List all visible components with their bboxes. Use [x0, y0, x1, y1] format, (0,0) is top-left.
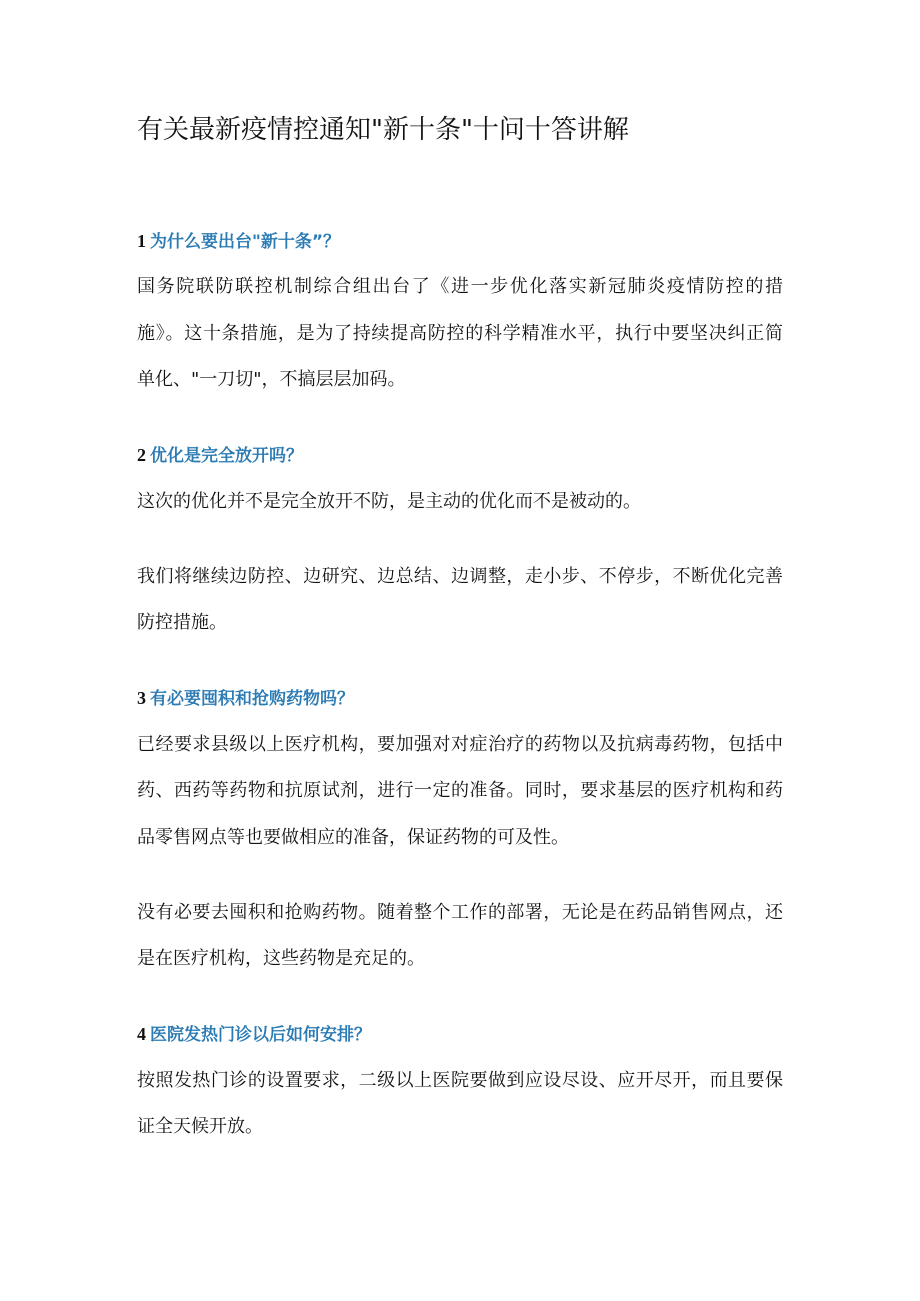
qa-section-2 [137, 432, 783, 647]
answer-paragraph [137, 890, 783, 983]
text-line: 是在医疗机构，这些药物是充足的。 [137, 948, 425, 970]
answer-paragraph [137, 722, 783, 862]
article [137, 110, 783, 1179]
text-line: 施》。这十条措施，是为了持续提高防控的科学精准水平，执行中要坚决纠正简 [137, 322, 783, 344]
question-number: 1 [137, 230, 146, 251]
text-line: 证全天候开放。 [137, 1116, 263, 1138]
answer-paragraph [137, 554, 783, 647]
text-line: 防控措施。 [137, 612, 227, 634]
question-heading [137, 218, 783, 265]
page-title: 有关最新疫情控通知"新十条"十问十答讲解 [137, 115, 629, 145]
text-line: 按照发热门诊的设置要求，二级以上医院要做到应设尽设、应开尽开，而且要保 [137, 1069, 783, 1091]
qa-section-1 [137, 218, 783, 404]
text-line: 已经要求县级以上医疗机构，要加强对对症治疗的药物以及抗病毒药物，包括中 [137, 733, 783, 755]
question-text: 有必要囤积和抢购药物吗？ [150, 689, 354, 710]
qa-section-3 [137, 675, 783, 983]
text-line: 这次的优化并不是完全放开不防，是主动的优化而不是被动的。 [137, 490, 641, 512]
question-number: 3 [137, 688, 146, 709]
question-text: 优化是完全放开吗？ [150, 446, 303, 467]
text-line: 药、西药等药物和抗原试剂，进行一定的准备。同时，要求基层的医疗机构和药 [137, 780, 783, 802]
question-heading [137, 432, 783, 479]
question-number: 4 [137, 1024, 146, 1045]
answer-paragraph [137, 1058, 783, 1151]
question-text: 医院发热门诊以后如何安排？ [150, 1025, 371, 1046]
question-heading [137, 675, 783, 722]
qa-section-4 [137, 1011, 783, 1151]
question-text: 为什么要出台"新十条”？ [150, 231, 341, 252]
text-line: 品零售网点等也要做相应的准备，保证药物的可及性。 [137, 826, 569, 848]
question-number: 2 [137, 445, 146, 466]
text-line: 我们将继续边防控、边研究、边总结、边调整，走小步、不停步，不断优化完善 [137, 565, 783, 587]
text-line: 国务院联防联控机制综合组出台了《进一步优化落实新冠肺炎疫情防控的措 [137, 276, 783, 298]
question-heading [137, 1011, 783, 1058]
answer-paragraph [137, 479, 783, 526]
answer-paragraph [137, 264, 783, 404]
text-line: 没有必要去囤积和抢购药物。随着整个工作的部署，无论是在药品销售网点，还 [137, 901, 783, 923]
text-line: 单化、"一刀切"，不搞层层加码。 [137, 369, 406, 391]
